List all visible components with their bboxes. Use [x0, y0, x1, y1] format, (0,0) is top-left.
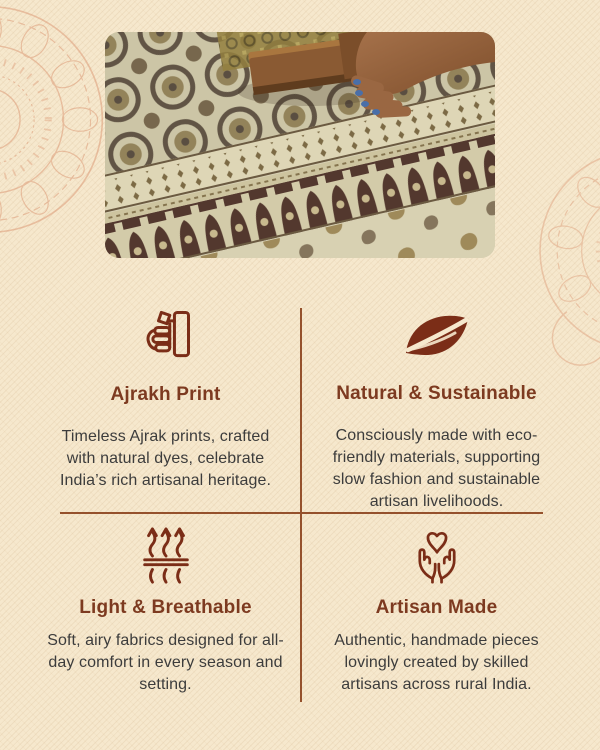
hands-heart-icon [408, 525, 466, 585]
block-printing-photo-illustration [105, 32, 495, 258]
feature-title: Artisan Made [375, 597, 498, 618]
feature-description: Timeless Ajrak prints, crafted with natural dyes, celebrate India’s rich artisanal heritage. [59, 428, 272, 489]
features-grid [30, 292, 572, 696]
hero-photo [105, 32, 495, 258]
feature-description: Authentic, handmade pieces lovingly created by skilled artisans across rural India. [334, 632, 539, 693]
breathable-icon [138, 525, 194, 585]
feature-title: Natural & Sustainable [336, 383, 537, 404]
block-print-icon [135, 304, 197, 364]
feature-natural-sustainable [301, 292, 572, 513]
feature-light-breathable [30, 513, 301, 696]
feature-title: Ajrakh Print [110, 384, 221, 405]
leaf-icon [403, 304, 471, 363]
feature-ajrakh-print [30, 292, 301, 513]
feature-description: Soft, airy fabrics designed for all-day comfort in every season and setting. [47, 632, 284, 693]
feature-description: Consciously made with eco-friendly materials, supporting slow fashion and sustainable artisan livelihoods. [332, 427, 541, 510]
mandala-ornament-top-left [0, 2, 107, 237]
feature-title: Light & Breathable [79, 597, 252, 618]
feature-artisan-made [301, 513, 572, 696]
